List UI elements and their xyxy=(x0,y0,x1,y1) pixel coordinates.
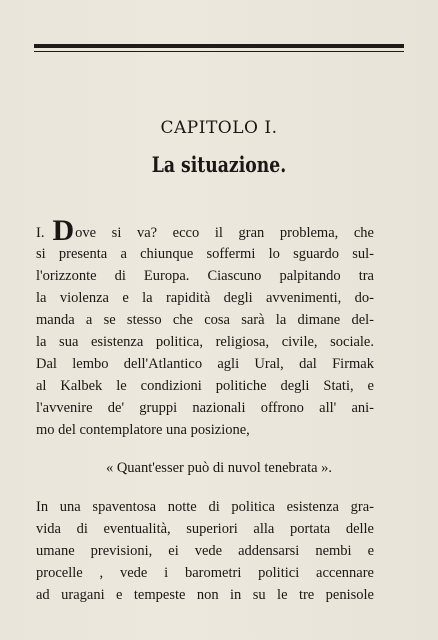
paragraph-line: In una spaventosa notte di politica esistenza gra- xyxy=(36,499,374,515)
paragraph-line: manda a se stesso che cosa sarà la dimane del- xyxy=(36,312,374,328)
paragraph-line: l'avvenire de' gruppi nazionali offrono all' ani- xyxy=(36,400,374,416)
section-number: I. xyxy=(36,225,45,241)
paragraph-line: al Kalbek le condizioni politiche degli Stati, e xyxy=(36,378,374,394)
paragraph-line xyxy=(36,214,374,247)
paragraph-line: mo del contemplatore una posizione, xyxy=(36,422,250,438)
paragraph-line: Dal lembo dell'Atlantico agli Ural, dal Firmak xyxy=(36,356,374,372)
chapter-label: CAPITOLO I. xyxy=(160,118,278,138)
header-rule-thick xyxy=(34,44,404,48)
paragraph-line: la violenza e la rapidità degli avvenimenti, do- xyxy=(36,290,374,306)
paragraph-line: la sua esistenza politica, religiosa, civile, sociale. xyxy=(36,334,374,350)
paragraph-line: vida di eventualità, superiori alla portata delle xyxy=(36,521,374,537)
first-line-text: ove si va? ecco il gran problema, che xyxy=(75,225,374,241)
paragraph-line: l'orizzonte di Europa. Ciascuno palpitando tra xyxy=(36,268,374,284)
paragraph-line: ad uragani e tempeste non in su le tre penisole xyxy=(36,587,374,603)
drop-cap: D xyxy=(52,214,75,247)
chapter-title: La situazione. xyxy=(151,152,287,177)
paragraph-line: procelle , vede i barometri politici accennare xyxy=(36,565,374,581)
quote-line: « Quant'esser può di nuvol tenebrata ». xyxy=(105,460,333,476)
header-rule-thin xyxy=(34,51,404,52)
paragraph-line: si presenta a chiunque soffermi lo sguardo sul- xyxy=(36,246,374,262)
paragraph-line: umane previsioni, ei vede addensarsi nembi e xyxy=(36,543,374,559)
